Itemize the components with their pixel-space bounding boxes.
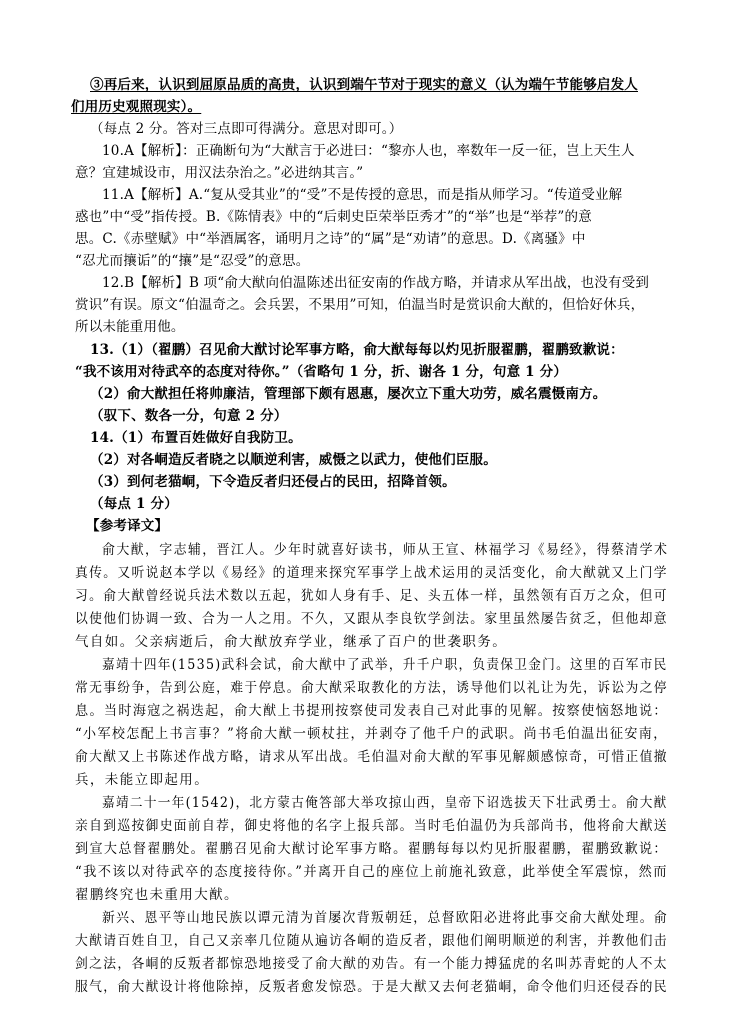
translation-line: 到宣大总督翟鹏处。翟鹏召见俞大猷讨论军事方略。翟鹏每每以灼见折服翟鹏，翟鹏致歉说： <box>75 841 668 857</box>
answer-line: （2）对各峒造反者晓之以顺逆利害，威慑之以武力，使他们臣服。 <box>90 452 497 468</box>
answer-line: 所以未能重用他。 <box>75 319 185 335</box>
translation-line: 俞大猷，字志辅，晋江人。少年时就喜好读书，师从王宣、林福学习《易经》，得蔡清学术 <box>102 542 669 558</box>
translation-line: “我不该以对待武卒的态度接待你。”并离开自己的座位上前施礼致意，此举使全军震惊，然而 <box>75 864 668 880</box>
answer-line: 惑也”中“受”指传授。B.《陈情表》中的“后刺史臣荣举臣秀才”的“举”也是“举荐”的意 <box>75 209 592 225</box>
translation-line: 真传。又听说赵本学以《易经》的道理来探究军事学上战术运用的灵活变化，俞大猷就又上门学 <box>75 565 668 581</box>
answer-line: “忍尤而攘诟”的“攘”是“忍受”的意思。 <box>75 253 310 269</box>
answer-line <box>90 75 638 95</box>
answer-line: 11.A【解析】A.“复从受其业”的“受”不是传授的意思，而是指从师学习。“传道受业解 <box>102 187 623 203</box>
translation-line: 服气，俞大猷设计将他除掉，反叛者愈发惊恐。于是大猷又去何老猫峒，命令他们归还侵吞的民 <box>75 979 668 995</box>
answer-line: （3）到何老猫峒，下令造反者归还侵占的民田，招降首领。 <box>90 474 456 490</box>
translation-line: “小军校怎配上书言事？”将俞大猷一顿杖拄，并剥夺了他千户的武职。尚书毛伯温出征安南， <box>75 726 668 742</box>
translation-line: 亲自到巡按御史面前自荐，御史将他的名字上报兵部。当时毛伯温仍为兵部尚书，他将俞大猷送 <box>75 818 668 834</box>
answer-line: 12.B【解析】B 项“俞大猷向伯温陈述出征安南的作战方略，并请求从军出战，也没有受到 <box>102 275 650 291</box>
translation-line: 新兴、恩平等山地民族以谭元清为首屡次背叛朝廷，总督欧阳必进将此事交俞大猷处理。俞 <box>102 910 669 926</box>
translation-line: 以使他们协调一致、合为一人之用。不久，又跟从李良钦学剑法。家里虽然屡告贫乏，但他却意 <box>75 611 668 627</box>
scoring-note: （每点 1 分） <box>90 496 178 512</box>
translation-line: 俞大猷又上书陈述作战方略，请求从军出战。毛伯温对俞大猷的军事见解颇感惊奇，可惜正值撤 <box>75 749 668 765</box>
translation-line: 气自如。父亲病逝后，俞大猷放弃学业，继承了百户的世袭职务。 <box>75 634 508 650</box>
answer-line: 赏识”有误。原文“伯温奇之。会兵罢，不果用”可知，伯温当时是赏识俞大猷的，但恰好休兵， <box>75 297 645 313</box>
answer-line-text: ③再后来，认识到屈原品质的高贵，认识到端午节对于现实的意义（认为端午节能够启发人 <box>90 77 638 93</box>
answer-line: 14.（1）布置百姓做好自我防卫。 <box>90 430 302 446</box>
translation-line: 习。俞大猷曾经说兵法术数以五起，犹如人身有手、足、头五体一样，虽然领有百万之众，但可 <box>75 588 668 604</box>
translation-line: 息。当时海寇之祸迭起，俞大猷上书提刑按察使司发表自己对此事的见解。按察使恼怒地说： <box>75 703 668 719</box>
translation-line: 翟鹏终究也未重用大猷。 <box>75 887 239 903</box>
translation-line: 大猷请百姓自卫，自己又亲率几位随从遍访各峒的造反者，跟他们阐明顺逆的利害，并教他们击 <box>75 933 668 949</box>
answer-line: 意？宜建城设市，用汉法杂治之。”必进纳其言。” <box>75 165 364 181</box>
answer-line: 13.（1）（翟鹏）召见俞大猷讨论军事方略，俞大猷每每以灼见折服翟鹏，翟鹏致歉说： <box>90 342 624 358</box>
answer-line <box>71 97 201 117</box>
translation-line: 兵，未能立即起用。 <box>75 772 210 788</box>
translation-line: 剑之法，各峒的反叛者都惊恐地接受了俞大猷的劝告。有一个能力搏猛虎的名叫苏青蛇的人不太 <box>75 956 668 972</box>
scoring-note: （驭下、数各一分，句意 2 分） <box>90 408 288 424</box>
answer-line-text: 们用历史观照现实）。 <box>71 99 202 115</box>
translation-line: 常无事纷争，告到公庭，难于停息。俞大猷采取教化的方法，诱导他们以礼让为先，诉讼为之停 <box>75 680 668 696</box>
answer-line: （2）俞大猷担任将帅廉洁，管理部下颇有恩惠，屡次立下重大功劳，威名震慑南方。 <box>90 386 607 402</box>
scoring-note: （每点 2 分。答对三点即可得满分。意思对即可。） <box>90 121 403 137</box>
translation-line: 嘉靖十四年(1535)武科会试，俞大猷中了武举，升千户职，负责保卫金门。这里的百军市民 <box>102 657 668 673</box>
answer-line: “我不该用对待武卒的态度对待你。”（省略句 1 分，折、谢各 1 分，句意 1 分） <box>75 364 568 380</box>
answer-line: 思。C.《赤壁赋》中“举酒属客，诵明月之诗”的“属”是“劝请”的意思。D.《离骚》中 <box>75 231 586 247</box>
section-heading: 【参考译文】 <box>86 518 169 534</box>
translation-line: 嘉靖二十一年(1542)，北方蒙古俺答部大举攻掠山西，皇帝下诏选拔天下壮武勇士。俞大猷 <box>102 795 668 811</box>
answer-line: 10.A【解析】：正确断句为“大猷言于必进曰：“黎亦人也，率数年一反一征，岂上天生人 <box>102 143 635 159</box>
